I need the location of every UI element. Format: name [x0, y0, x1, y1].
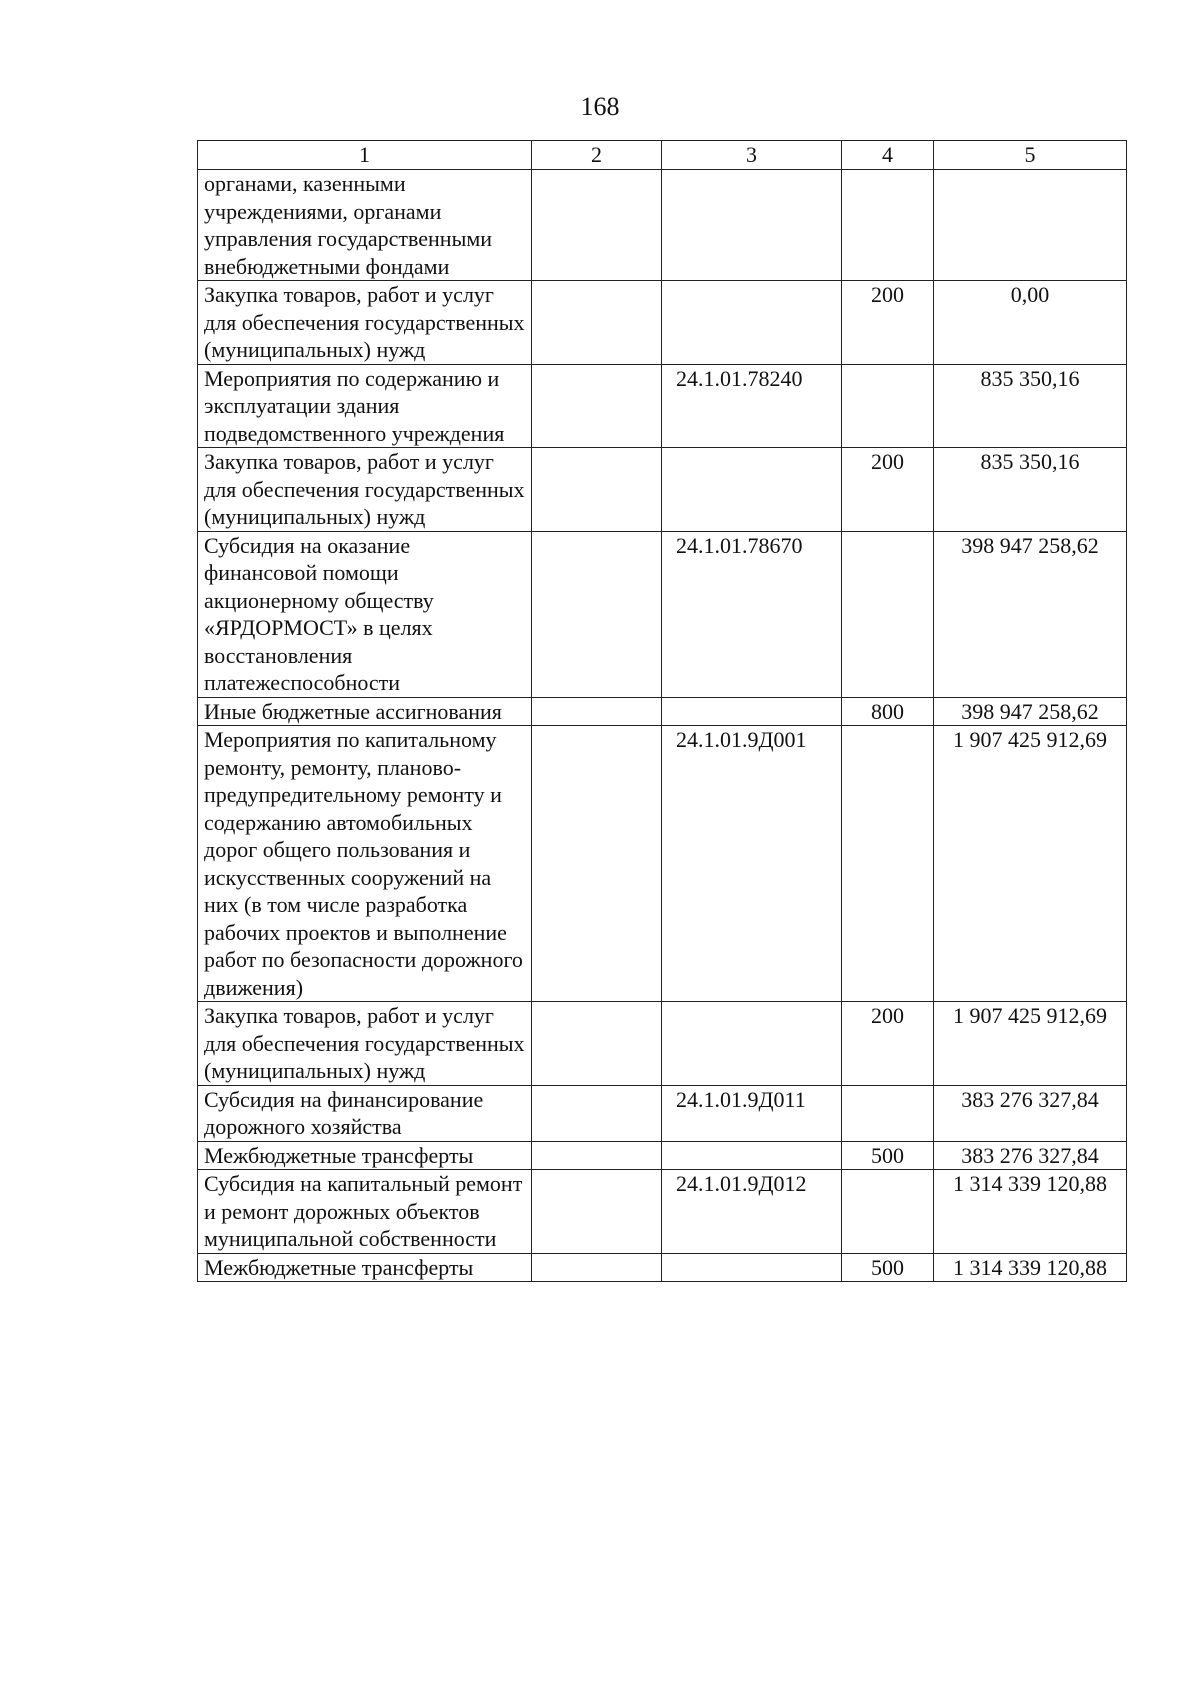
- row-code-cell: [662, 697, 842, 726]
- row-code-cell: [662, 1141, 842, 1170]
- column-header-4: 4: [842, 141, 934, 170]
- row-amount-cell: [934, 170, 1127, 281]
- row-col2-cell: [532, 1085, 662, 1141]
- row-code-cell: 24.1.01.9Д011: [662, 1085, 842, 1141]
- table-row: [198, 1141, 1127, 1170]
- row-code-cell: 24.1.01.9Д001: [662, 726, 842, 1002]
- row-kind-cell: 200: [842, 1002, 934, 1086]
- row-col2-cell: [532, 1002, 662, 1086]
- row-col2-cell: [532, 726, 662, 1002]
- row-kind-cell: [842, 1170, 934, 1254]
- table-body: [198, 170, 1127, 1282]
- table-row: [198, 281, 1127, 365]
- column-header-2: 2: [532, 141, 662, 170]
- table-row: [198, 1253, 1127, 1282]
- row-amount-cell: 1 314 339 120,88: [934, 1170, 1127, 1254]
- column-header-1: 1: [198, 141, 532, 170]
- row-name-cell: Субсидия на финансирование дорожного хозяйства: [198, 1085, 532, 1141]
- column-header-3: 3: [662, 141, 842, 170]
- row-name-cell: Закупка товаров, работ и услуг для обеспечения государственных (муниципальных) нужд: [198, 281, 532, 365]
- row-kind-cell: 200: [842, 281, 934, 365]
- row-kind-cell: [842, 364, 934, 448]
- row-amount-cell: 0,00: [934, 281, 1127, 365]
- row-code-cell: 24.1.01.78240: [662, 364, 842, 448]
- page-number: 168: [580, 92, 620, 121]
- row-name-cell: органами, казенными учреждениями, органами управления государственными внебюджетными фондами: [198, 170, 532, 281]
- row-name-cell: Иные бюджетные ассигнования: [198, 697, 532, 726]
- row-amount-cell: 398 947 258,62: [934, 531, 1127, 697]
- row-kind-cell: 800: [842, 697, 934, 726]
- row-kind-cell: 500: [842, 1253, 934, 1282]
- row-col2-cell: [532, 170, 662, 281]
- row-amount-cell: 835 350,16: [934, 448, 1127, 532]
- row-kind-cell: [842, 531, 934, 697]
- row-col2-cell: [532, 448, 662, 532]
- row-code-cell: [662, 1253, 842, 1282]
- row-amount-cell: 1 314 339 120,88: [934, 1253, 1127, 1282]
- row-col2-cell: [532, 281, 662, 365]
- row-amount-cell: 383 276 327,84: [934, 1141, 1127, 1170]
- row-name-cell: Закупка товаров, работ и услуг для обеспечения государственных (муниципальных) нужд: [198, 448, 532, 532]
- row-code-cell: [662, 1002, 842, 1086]
- row-kind-cell: [842, 726, 934, 1002]
- table-row: [198, 697, 1127, 726]
- row-kind-cell: 500: [842, 1141, 934, 1170]
- row-name-cell: Межбюджетные трансферты: [198, 1253, 532, 1282]
- table-row: [198, 531, 1127, 697]
- table-row: [198, 726, 1127, 1002]
- row-col2-cell: [532, 364, 662, 448]
- row-code-cell: 24.1.01.9Д012: [662, 1170, 842, 1254]
- budget-table: [197, 140, 1127, 1282]
- row-code-cell: [662, 170, 842, 281]
- column-header-5: 5: [934, 141, 1127, 170]
- table-row: [198, 170, 1127, 281]
- row-col2-cell: [532, 1141, 662, 1170]
- row-name-cell: Субсидия на оказание финансовой помощи акционерному обществу «ЯРДОРМОСТ» в целях восстановления платежеспособности: [198, 531, 532, 697]
- table-header-row: [198, 141, 1127, 170]
- row-name-cell: Закупка товаров, работ и услуг для обеспечения государственных (муниципальных) нужд: [198, 1002, 532, 1086]
- row-name-cell: Мероприятия по содержанию и эксплуатации здания подведомственного учреждения: [198, 364, 532, 448]
- row-kind-cell: [842, 1085, 934, 1141]
- row-name-cell: Межбюджетные трансферты: [198, 1141, 532, 1170]
- row-code-cell: 24.1.01.78670: [662, 531, 842, 697]
- row-name-cell: Мероприятия по капитальному ремонту, ремонту, планово-предупредительному ремонту и содержанию автомобильных дорог общего пользования и искусственных сооружений на них (в том числе разработка рабочих проектов и выполнение работ по безопасности дорожного движения): [198, 726, 532, 1002]
- row-col2-cell: [532, 531, 662, 697]
- table-row: [198, 1085, 1127, 1141]
- row-kind-cell: [842, 170, 934, 281]
- table-row: [198, 448, 1127, 532]
- row-amount-cell: 835 350,16: [934, 364, 1127, 448]
- row-col2-cell: [532, 697, 662, 726]
- row-kind-cell: 200: [842, 448, 934, 532]
- row-code-cell: [662, 281, 842, 365]
- table-row: [198, 1170, 1127, 1254]
- row-code-cell: [662, 448, 842, 532]
- row-col2-cell: [532, 1253, 662, 1282]
- row-col2-cell: [532, 1170, 662, 1254]
- table-row: [198, 364, 1127, 448]
- row-amount-cell: 1 907 425 912,69: [934, 1002, 1127, 1086]
- row-name-cell: Субсидия на капитальный ремонт и ремонт дорожных объектов муниципальной собственности: [198, 1170, 532, 1254]
- row-amount-cell: 383 276 327,84: [934, 1085, 1127, 1141]
- row-amount-cell: 398 947 258,62: [934, 697, 1127, 726]
- row-amount-cell: 1 907 425 912,69: [934, 726, 1127, 1002]
- table-row: [198, 1002, 1127, 1086]
